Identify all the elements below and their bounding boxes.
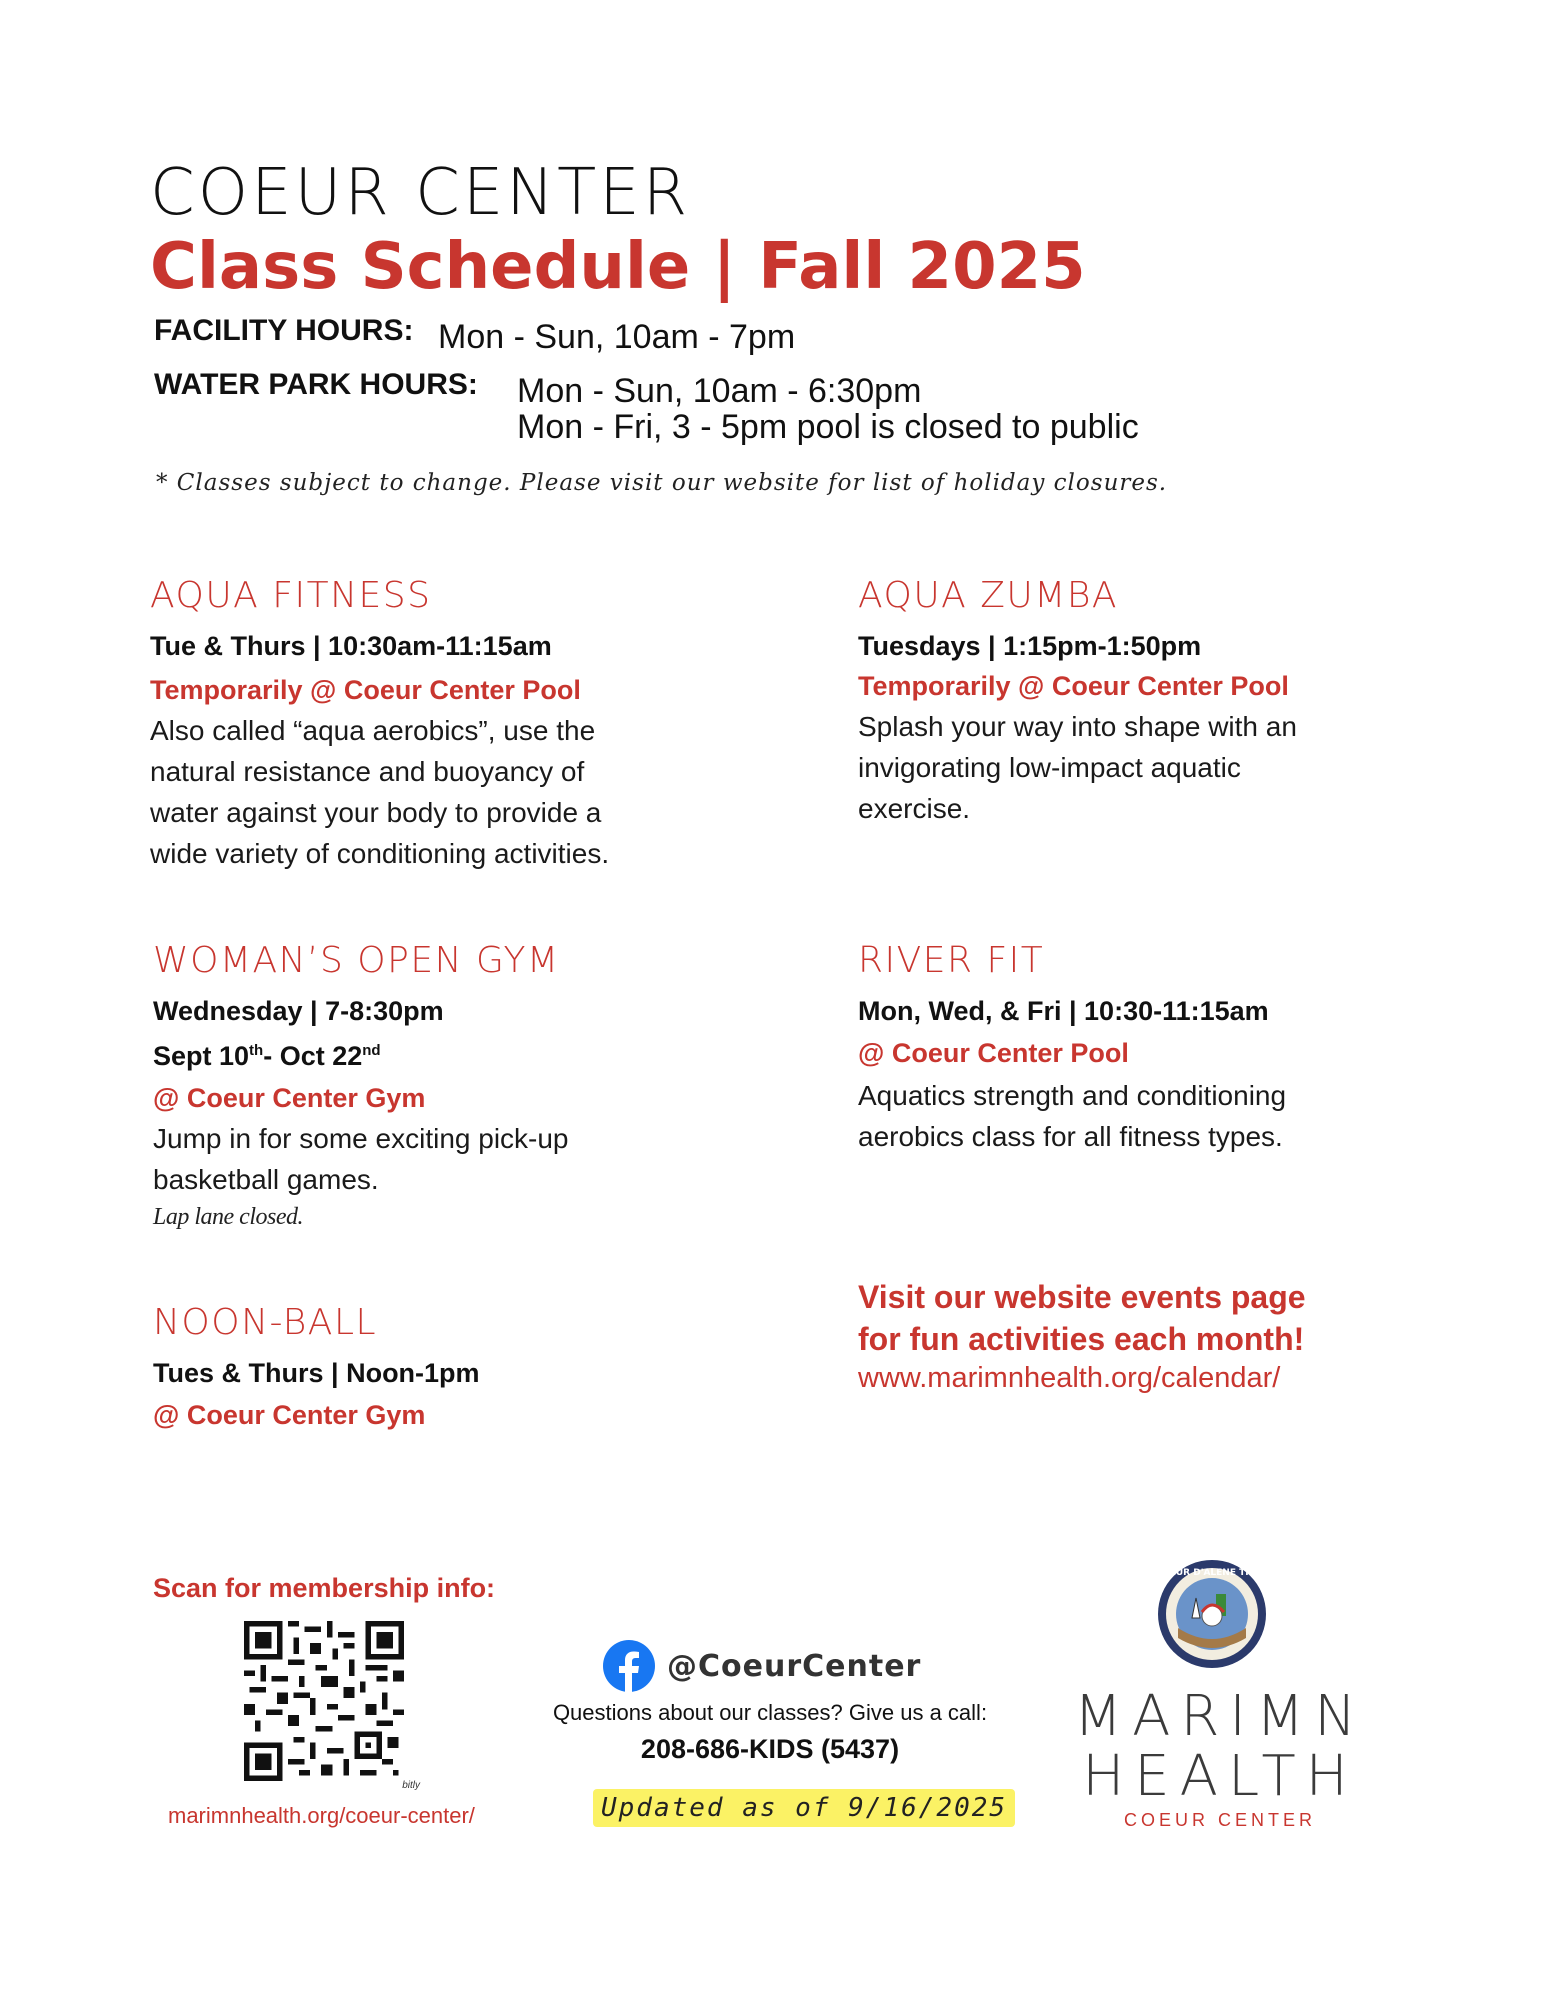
class-womans-open-gym [153, 940, 713, 1231]
class-title: AQUA FITNESS [150, 575, 432, 616]
desc-line: Aquatics strength and conditioning [858, 1080, 1287, 1111]
dates-end: - Oct 22 [263, 1041, 363, 1071]
facebook-row[interactable] [603, 1640, 921, 1692]
class-dates [153, 1031, 713, 1076]
class-title: WOMAN’S OPEN GYM [153, 940, 560, 981]
scan-label: Scan for membership info: [153, 1573, 496, 1603]
contact-question: Questions about our classes? Give us a call: [552, 1700, 988, 1725]
dates-start: Sept 10 [153, 1041, 250, 1071]
class-description [153, 1118, 713, 1200]
desc-line: water against your body to provide a [150, 797, 602, 828]
dates-start-suffix: th [249, 1042, 264, 1059]
class-location: Temporarily @ Coeur Center Pool [150, 675, 581, 705]
membership-link[interactable]: marimnhealth.org/coeur-center/ [168, 1803, 475, 1828]
facebook-handle: @CoeurCenter [667, 1648, 922, 1684]
class-title: NOON-BALL [153, 1302, 378, 1343]
disclaimer-note: * Classes subject to change. Please visit our website for list of holiday closures. [156, 470, 1168, 496]
class-time: Tuesdays | 1:15pm-1:50pm [858, 631, 1202, 661]
class-note: Lap lane closed. [153, 1204, 303, 1230]
facility-hours-label: FACILITY HOURS: [154, 314, 414, 347]
class-description [858, 706, 1418, 829]
desc-line: Also called “aqua aerobics”, use the [150, 715, 596, 746]
class-noon-ball [153, 1302, 713, 1435]
class-title: RIVER FIT [858, 940, 1045, 981]
logo-word-health: HEALTH [1082, 1744, 1358, 1809]
waterpark-hours-label: WATER PARK HOURS: [154, 368, 478, 401]
events-calendar-link[interactable]: www.marimnhealth.org/calendar/ [858, 1362, 1281, 1394]
class-aqua-fitness [150, 575, 710, 874]
class-time: Tue & Thurs | 10:30am-11:15am [150, 631, 552, 661]
tribe-seal-icon [1156, 1558, 1268, 1670]
page-title: COEUR CENTER [150, 156, 691, 230]
desc-line: exercise. [858, 793, 971, 824]
desc-line: wide variety of conditioning activities. [150, 838, 610, 869]
qr-caption: bitly [402, 1780, 420, 1791]
desc-line: aerobics class for all fitness types. [858, 1121, 1283, 1152]
tribe-seal-logo [1156, 1558, 1268, 1675]
updated-badge: Updated as of 9/16/2025 [593, 1789, 1015, 1827]
facility-hours-value: Mon - Sun, 10am - 7pm [438, 318, 796, 356]
seal-text: COEUR D'ALENE TRIBE [1156, 1568, 1268, 1578]
desc-line: natural resistance and buoyancy of [150, 756, 585, 787]
events-promo [858, 1276, 1498, 1395]
class-description [858, 1075, 1458, 1157]
class-location: @ Coeur Center Gym [153, 1083, 426, 1113]
promo-line: Visit our website events page [858, 1279, 1306, 1315]
class-river-fit [858, 940, 1458, 1157]
qr-code-icon [244, 1621, 404, 1781]
dates-end-suffix: nd [362, 1042, 381, 1059]
logo-word-marimn: MARIMN [1073, 1684, 1367, 1749]
class-location: Temporarily @ Coeur Center Pool [858, 671, 1289, 701]
waterpark-hours-value-1: Mon - Sun, 10am - 6:30pm [517, 372, 922, 410]
page-subtitle: Class Schedule | Fall 2025 [150, 230, 1086, 304]
membership-qr-code[interactable] [244, 1621, 420, 1791]
class-description [150, 710, 710, 874]
class-time: Mon, Wed, & Fri | 10:30-11:15am [858, 996, 1269, 1026]
class-time: Wednesday | 7-8:30pm [153, 996, 444, 1026]
desc-line: invigorating low-impact aquatic [858, 752, 1241, 783]
phone-number[interactable]: 208-686-KIDS (5437) [640, 1734, 900, 1764]
facebook-icon [603, 1640, 655, 1692]
class-location: @ Coeur Center Pool [858, 1038, 1129, 1068]
class-title: AQUA ZUMBA [858, 575, 1119, 616]
desc-line: Jump in for some exciting pick-up [153, 1123, 569, 1154]
class-aqua-zumba [858, 575, 1418, 829]
logo-word-coeur-center: COEUR CENTER [1123, 1810, 1316, 1830]
desc-line: basketball games. [153, 1164, 379, 1195]
promo-line: for fun activities each month! [858, 1321, 1305, 1357]
class-time: Tues & Thurs | Noon-1pm [153, 1358, 480, 1388]
class-location: @ Coeur Center Gym [153, 1400, 426, 1430]
desc-line: Splash your way into shape with an [858, 711, 1297, 742]
waterpark-hours-value-2: Mon - Fri, 3 - 5pm pool is closed to public [517, 408, 1139, 446]
